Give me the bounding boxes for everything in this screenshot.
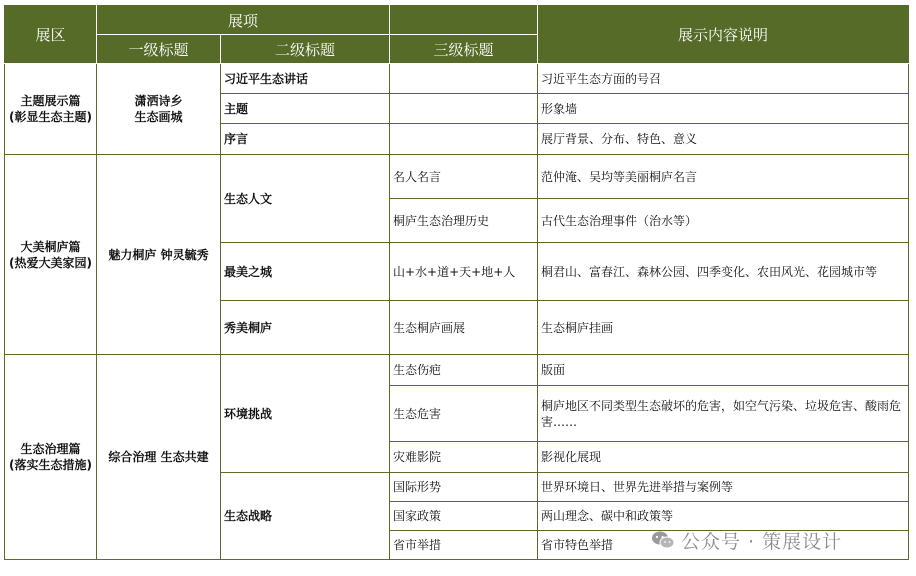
level3-cell: 名人名言: [390, 155, 538, 199]
description-cell: 两山理念、碳中和政策等: [538, 502, 909, 531]
level3-cell: [390, 64, 538, 94]
description-cell: 桐庐地区不同类型生态破坏的危害，如空气污染、垃圾危害、酸雨危害……: [538, 386, 909, 442]
header-blank: [390, 6, 538, 35]
watermark: [651, 528, 842, 552]
header-level2: 二级标题: [221, 35, 390, 64]
cell-line: 潇洒诗乡: [134, 94, 183, 108]
watermark-text: 公众号 · 策展设计: [681, 530, 843, 553]
description-cell: 生态桐庐挂画: [538, 301, 909, 355]
level2-cell: 习近平生态讲话: [221, 64, 390, 94]
level3-cell: 省市举措: [390, 531, 538, 560]
cell-line: 生态治理篇: [20, 442, 81, 456]
description-cell: 世界环境日、世界先进举措与案例等: [538, 473, 909, 502]
level3-cell: 山+水+道+天+地+人: [390, 243, 538, 301]
description-cell: 习近平生态方面的号召: [538, 64, 909, 94]
description-cell: 形象墙: [538, 94, 909, 124]
level2-cell: 序言: [221, 124, 390, 155]
description-cell: 版面: [538, 355, 909, 386]
zone-cell: [5, 355, 97, 560]
description-cell: 桐君山、富春江、森林公园、四季变化、农田风光、花园城市等: [538, 243, 909, 301]
level3-cell: 灾难影院: [390, 442, 538, 473]
level2-cell: 最美之城: [221, 243, 390, 301]
level1-cell: [97, 64, 221, 155]
header-item: 展项: [97, 6, 390, 35]
level2-cell: 环境挑战: [221, 355, 390, 473]
cell-line: 大美桐庐篇: [20, 239, 81, 254]
table-row: [5, 155, 909, 199]
level2-cell: 秀美桐庐: [221, 301, 390, 355]
header-level1: 一级标题: [97, 35, 221, 64]
description-cell: 范仲淹、吴均等美丽桐庐名言: [538, 155, 909, 199]
zone-cell: [5, 64, 97, 155]
level2-cell: 主题: [221, 94, 390, 124]
description-cell: 省市特色举措: [538, 531, 909, 560]
cell-line: 魅力桐庐 钟灵毓秀: [108, 247, 209, 262]
level2-cell: 生态战略: [221, 473, 390, 560]
table-body: [5, 64, 909, 560]
level3-cell: 生态桐庐画展: [390, 301, 538, 355]
table-row: [5, 64, 909, 94]
cell-line: 生态画城: [134, 110, 183, 124]
cell-line: 主题展示篇: [20, 94, 81, 108]
wechat-icon: [651, 530, 675, 550]
level3-cell: [390, 124, 538, 155]
level3-cell: 桐庐生态治理历史: [390, 199, 538, 243]
level3-cell: [390, 94, 538, 124]
zone-cell: [5, 155, 97, 355]
header-level3: 三级标题: [390, 35, 538, 64]
level1-cell: [97, 355, 221, 560]
level2-cell: 生态人文: [221, 155, 390, 243]
cell-line: (热爱大美家园): [9, 255, 92, 270]
level1-cell: [97, 155, 221, 355]
table-row: [5, 355, 909, 386]
level3-cell: 生态伤疤: [390, 355, 538, 386]
cell-line: (落实生态措施): [9, 458, 92, 472]
level3-cell: 国际形势: [390, 473, 538, 502]
description-cell: 古代生态治理事件（治水等）: [538, 199, 909, 243]
exhibit-table: [4, 5, 909, 560]
header-description: 展示内容说明: [538, 6, 909, 64]
level3-cell: 国家政策: [390, 502, 538, 531]
description-cell: 影视化展现: [538, 442, 909, 473]
header-zone: 展区: [5, 6, 97, 64]
level3-cell: 生态危害: [390, 386, 538, 442]
description-cell: 展厅背景、分布、特色、意义: [538, 124, 909, 155]
cell-line: (彰显生态主题): [9, 110, 92, 124]
cell-line: 综合治理 生态共建: [108, 450, 209, 464]
